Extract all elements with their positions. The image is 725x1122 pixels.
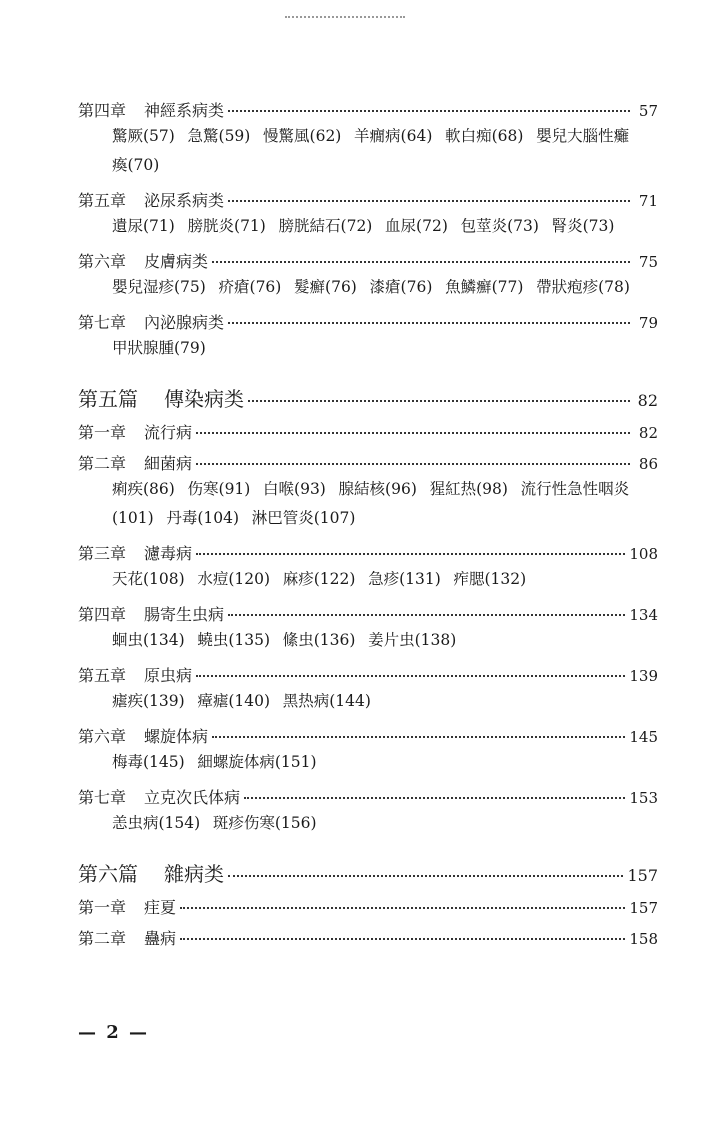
page-reference: 158 bbox=[629, 930, 658, 948]
subtopic-item: 軟白痴(68) bbox=[445, 127, 524, 145]
subtopic-item: 膀胱結石(72) bbox=[278, 217, 373, 235]
dot-leader bbox=[228, 110, 630, 112]
subtopic-item: 恙虫病(154) bbox=[112, 814, 201, 832]
page-reference: 82 bbox=[637, 391, 658, 410]
toc-chapter-entry bbox=[78, 785, 658, 808]
subtopic-item: 水痘(120) bbox=[197, 570, 271, 588]
subtopic-item: 羊癇病(64) bbox=[354, 127, 433, 145]
toc-chapter-entry bbox=[78, 663, 658, 686]
subtopic-item: 慢驚風(62) bbox=[263, 127, 342, 145]
subtopic-item: 黑热病(144) bbox=[282, 692, 371, 710]
toc-chapter-entry bbox=[78, 724, 658, 747]
subtopic-list bbox=[78, 626, 632, 655]
subtopic-item: 伤寒(91) bbox=[187, 480, 251, 498]
subtopic-item: 猩紅热(98) bbox=[429, 480, 508, 498]
chapter-number: 第二章 bbox=[78, 454, 127, 473]
chapter-number: 第二章 bbox=[78, 929, 127, 948]
subtopic-list bbox=[78, 565, 632, 594]
subtopic-list bbox=[78, 122, 632, 180]
page-reference: 153 bbox=[629, 789, 658, 807]
table-of-contents bbox=[78, 98, 658, 949]
page-reference: 86 bbox=[638, 455, 658, 473]
subtopic-item: 瘧疾(139) bbox=[112, 692, 185, 710]
page-reference: 139 bbox=[629, 667, 658, 685]
chapter-number: 第六章 bbox=[78, 727, 127, 746]
page-reference: 157 bbox=[627, 866, 658, 885]
toc-chapter-entry bbox=[78, 602, 658, 625]
subtopic-item: 魚鱗癬(77) bbox=[445, 278, 524, 296]
dot-leader bbox=[228, 614, 625, 616]
part-title: 雜病类 bbox=[164, 862, 224, 886]
page-reference: 57 bbox=[638, 102, 658, 120]
page-reference: 82 bbox=[638, 424, 658, 442]
chapter-title: 立克次氏体病 bbox=[144, 788, 241, 807]
subtopic-item: 絛虫(136) bbox=[282, 631, 356, 649]
page-number: — 2 — bbox=[78, 1022, 150, 1043]
dot-leader bbox=[228, 322, 630, 324]
dot-leader bbox=[196, 463, 630, 465]
dot-leader bbox=[196, 553, 625, 555]
chapter-number: 第五章 bbox=[78, 191, 127, 210]
subtopic-item: 流行性急性咽炎(101) bbox=[112, 480, 630, 527]
chapter-number: 第一章 bbox=[78, 898, 127, 917]
toc-chapter-entry bbox=[78, 249, 658, 272]
dot-leader bbox=[196, 432, 630, 434]
chapter-title: 疰夏 bbox=[144, 898, 177, 917]
chapter-number: 第五章 bbox=[78, 666, 127, 685]
page-reference: 108 bbox=[629, 545, 658, 563]
subtopic-item: 痢疾(86) bbox=[112, 480, 175, 498]
chapter-title: 內泌腺病类 bbox=[144, 313, 225, 332]
subtopic-item: 白喉(93) bbox=[263, 480, 326, 498]
subtopic-item: 蟯虫(135) bbox=[197, 631, 271, 649]
subtopic-item: 遺尿(71) bbox=[112, 217, 175, 235]
subtopic-list bbox=[78, 748, 632, 777]
subtopic-item: 驚厥(57) bbox=[112, 127, 175, 145]
chapter-title: 神經系病类 bbox=[144, 101, 225, 120]
page-reference: 79 bbox=[638, 314, 658, 332]
subtopic-item: 天花(108) bbox=[112, 570, 185, 588]
subtopic-item: 急疹(131) bbox=[368, 570, 441, 588]
chapter-title: 蠱病 bbox=[144, 929, 177, 948]
subtopic-item: 血尿(72) bbox=[385, 217, 448, 235]
toc-chapter-entry bbox=[78, 188, 658, 211]
page-reference: 75 bbox=[638, 253, 658, 271]
toc-part-entry bbox=[78, 383, 658, 412]
chapter-title: 螺旋体病 bbox=[144, 727, 209, 746]
chapter-title: 細菌病 bbox=[144, 454, 193, 473]
chapter-title: 泌尿系病类 bbox=[144, 191, 225, 210]
subtopic-item: 淋巴管炎(107) bbox=[251, 509, 356, 527]
dot-leader bbox=[248, 400, 630, 402]
page-reference: 145 bbox=[629, 728, 658, 746]
subtopic-item: 包莖炎(73) bbox=[460, 217, 539, 235]
chapter-number: 第六章 bbox=[78, 252, 127, 271]
chapter-title: 濾毒病 bbox=[144, 544, 193, 563]
chapter-number: 第三章 bbox=[78, 544, 127, 563]
toc-chapter-entry bbox=[78, 541, 658, 564]
dot-leader bbox=[228, 200, 630, 202]
subtopic-item: 髮癬(76) bbox=[294, 278, 357, 296]
subtopic-item: 腺結核(96) bbox=[338, 480, 417, 498]
subtopic-item: 麻疹(122) bbox=[282, 570, 356, 588]
subtopic-list bbox=[78, 273, 632, 302]
dot-leader bbox=[212, 736, 625, 738]
toc-chapter-entry bbox=[78, 895, 658, 918]
part-number: 第六篇 bbox=[78, 862, 138, 886]
header-mark bbox=[285, 16, 405, 20]
chapter-number: 第七章 bbox=[78, 313, 127, 332]
chapter-title: 流行病 bbox=[144, 423, 193, 442]
dot-leader bbox=[212, 261, 630, 263]
subtopic-item: 痄腮(132) bbox=[453, 570, 527, 588]
subtopic-list bbox=[78, 809, 632, 838]
dot-leader bbox=[180, 907, 625, 909]
chapter-number: 第四章 bbox=[78, 605, 127, 624]
chapter-title: 腸寄生虫病 bbox=[144, 605, 225, 624]
toc-chapter-entry bbox=[78, 420, 658, 443]
part-number: 第五篇 bbox=[78, 387, 138, 411]
toc-part-entry bbox=[78, 858, 658, 887]
subtopic-item: 蛔虫(134) bbox=[112, 631, 185, 649]
subtopic-list bbox=[78, 475, 632, 533]
toc-chapter-entry bbox=[78, 451, 658, 474]
subtopic-list bbox=[78, 687, 632, 716]
toc-chapter-entry bbox=[78, 310, 658, 333]
subtopic-item: 瘴瘧(140) bbox=[197, 692, 271, 710]
subtopic-item: 腎炎(73) bbox=[551, 217, 615, 235]
dot-leader bbox=[196, 675, 625, 677]
page-reference: 134 bbox=[629, 606, 658, 624]
subtopic-item: 丹毒(104) bbox=[166, 509, 240, 527]
chapter-number: 第一章 bbox=[78, 423, 127, 442]
chapter-number: 第七章 bbox=[78, 788, 127, 807]
chapter-title: 皮膚病类 bbox=[144, 252, 209, 271]
subtopic-item: 嬰兒大腦性癱瘓(70) bbox=[112, 127, 630, 174]
part-title: 傳染病类 bbox=[164, 387, 244, 411]
subtopic-item: 姜片虫(138) bbox=[368, 631, 457, 649]
subtopic-item: 甲狀腺腫(79) bbox=[112, 339, 206, 357]
dot-leader bbox=[180, 938, 625, 940]
subtopic-item: 疥瘡(76) bbox=[218, 278, 282, 296]
subtopic-item: 漆瘡(76) bbox=[369, 278, 433, 296]
subtopic-list bbox=[78, 212, 632, 241]
subtopic-item: 膀胱炎(71) bbox=[187, 217, 266, 235]
subtopic-item: 細螺旋体病(151) bbox=[197, 753, 317, 771]
subtopic-item: 梅毒(145) bbox=[112, 753, 185, 771]
page-reference: 157 bbox=[629, 899, 658, 917]
dot-leader bbox=[228, 875, 623, 877]
chapter-number: 第四章 bbox=[78, 101, 127, 120]
subtopic-list bbox=[78, 334, 632, 363]
subtopic-item: 帶狀疱疹(78) bbox=[536, 278, 630, 296]
subtopic-item: 急驚(59) bbox=[187, 127, 251, 145]
dot-leader bbox=[244, 797, 625, 799]
page-reference: 71 bbox=[638, 192, 658, 210]
subtopic-item: 斑疹伤寒(156) bbox=[212, 814, 317, 832]
toc-chapter-entry bbox=[78, 98, 658, 121]
subtopic-item: 嬰兒湿疹(75) bbox=[112, 278, 206, 296]
toc-chapter-entry bbox=[78, 926, 658, 949]
chapter-title: 原虫病 bbox=[144, 666, 193, 685]
